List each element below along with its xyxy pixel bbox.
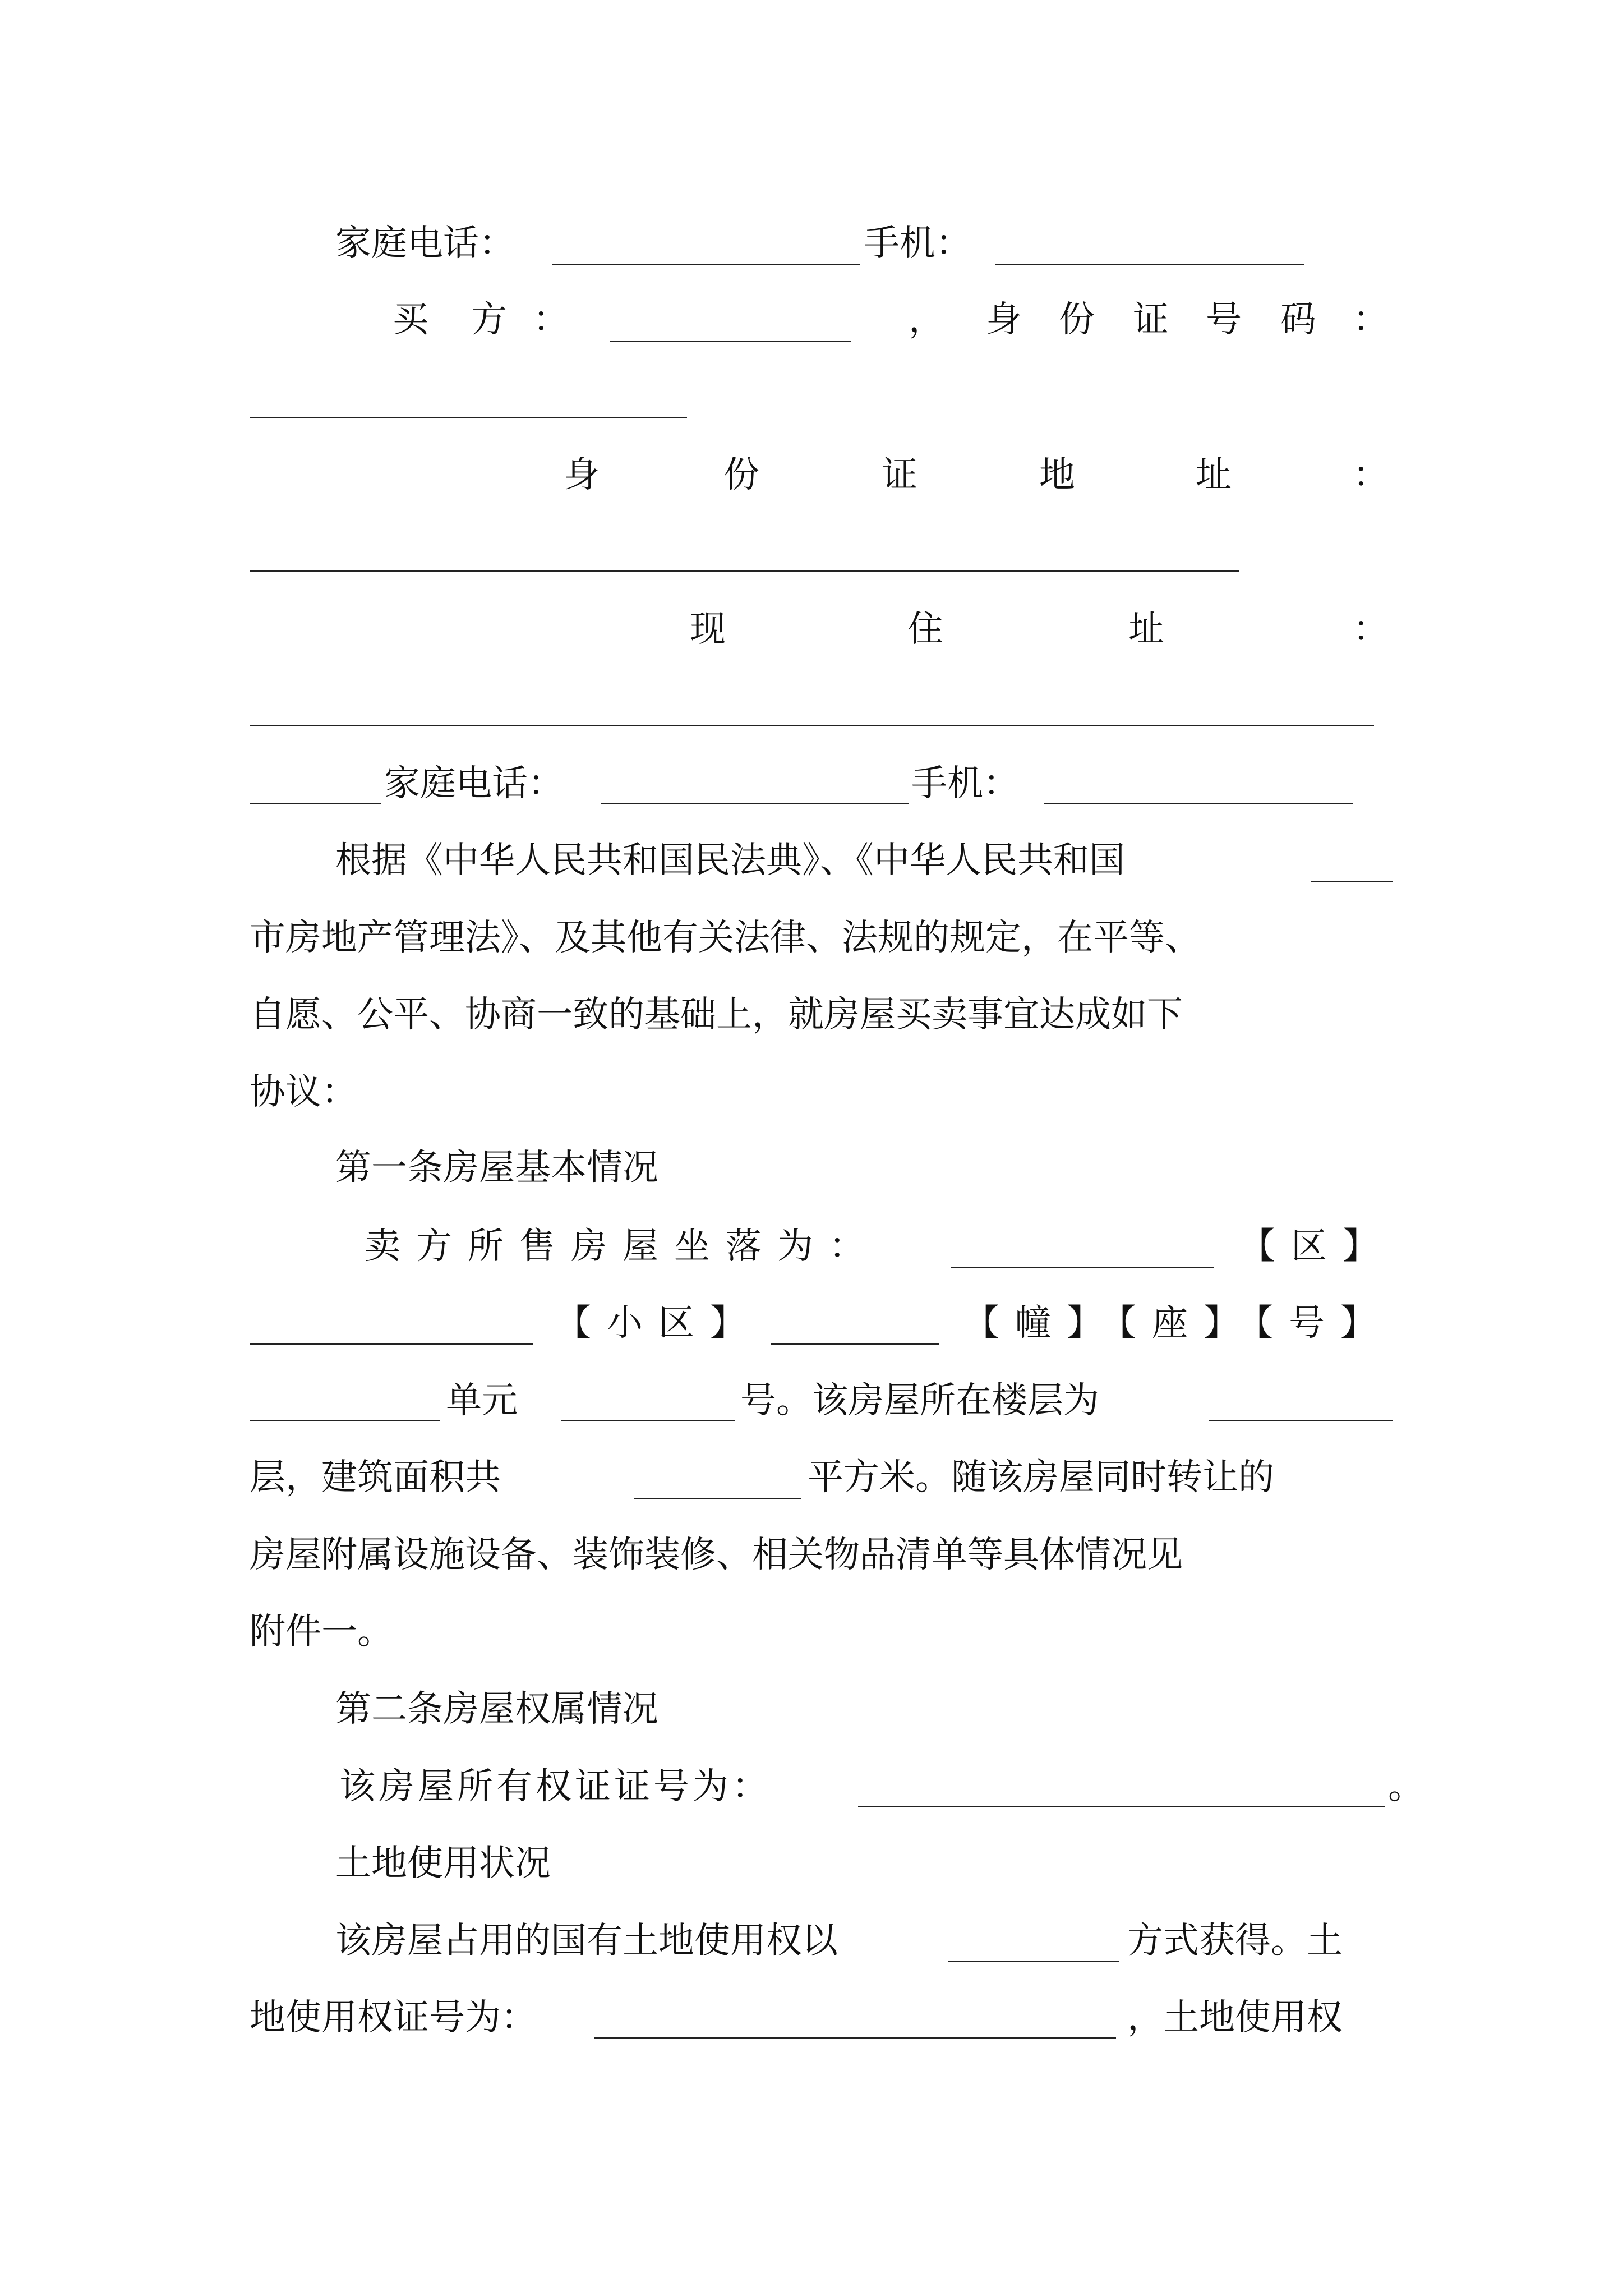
community-name-blank[interactable] (771, 1343, 939, 1345)
unit-label: 单元 (446, 1380, 518, 1421)
building-number-blank[interactable] (250, 1420, 440, 1421)
buyer-name-blank[interactable] (610, 341, 851, 342)
land-use-title: 土地使用状况 (335, 1843, 551, 1884)
buyer-id-address-char: 份 (723, 454, 759, 496)
buyer-label-char: ： (533, 299, 569, 341)
location-blank[interactable] (951, 1267, 1214, 1268)
land-cert-suffix: ，土地使用权 (1127, 1997, 1343, 2039)
buyer-home-phone-label: 家庭电话： (384, 763, 564, 804)
buyer-current-address-char: ： (1353, 609, 1389, 650)
article-2-title: 第二条房屋权属情况 (335, 1688, 658, 1730)
buyer-id-label-char: 份 (1059, 299, 1095, 341)
buyer-id-label-char: 证 (1133, 299, 1169, 341)
buyer-current-address-char: 址 (1128, 609, 1164, 650)
unit-number-blank[interactable] (561, 1420, 735, 1421)
district-bracket: 【区】 (1239, 1226, 1394, 1267)
house-location-label: 卖方所售房屋坐落为： (365, 1226, 880, 1267)
buyer-id-address-char: 地 (1039, 454, 1075, 496)
buyer-home-phone-blank[interactable] (601, 803, 909, 804)
buyer-address-continuation-blank[interactable] (250, 803, 381, 804)
buyer-id-label-char: 号 (1206, 299, 1242, 341)
building-bracket: 【幢】【座】【号】 (963, 1303, 1392, 1344)
article-1-line-6: 附件一。 (250, 1611, 393, 1653)
preamble-line-2: 市房地产管理法》、及其他有关法律、法规的规定，在平等、 (250, 917, 1201, 959)
floor-label: 号。该房屋所在楼层为 (740, 1380, 1099, 1421)
land-acquisition-label: 该房屋占用的国有土地使用权以 (335, 1920, 838, 1962)
buyer-current-address-char: 住 (907, 609, 943, 650)
seller-home-phone-blank[interactable] (552, 264, 860, 265)
buyer-id-address-blank[interactable] (250, 570, 1239, 572)
buyer-id-address-char: 址 (1196, 454, 1232, 496)
seller-mobile-blank[interactable] (995, 264, 1304, 265)
buyer-id-label-char: ： (1353, 299, 1389, 341)
preamble-line-4: 协议： (250, 1071, 357, 1113)
city-blank[interactable] (1311, 881, 1393, 882)
buyer-id-address-char: 身 (564, 454, 600, 496)
buyer-comma: ， (909, 299, 944, 341)
buyer-current-address-char: 现 (690, 609, 726, 650)
floor-blank[interactable] (1209, 1420, 1393, 1421)
land-cert-blank[interactable] (594, 2037, 1116, 2039)
buyer-id-label-char: 身 (986, 299, 1022, 341)
area-label: 层，建筑面积共 (250, 1457, 501, 1498)
buyer-mobile-label: 手机： (911, 763, 1019, 804)
buyer-id-address-char: 证 (882, 454, 917, 496)
seller-home-phone-label: 家庭电话： (335, 223, 515, 264)
acquisition-method-blank[interactable] (948, 1961, 1119, 1962)
ownership-cert-label: 该房屋所有权证证号为： (339, 1766, 771, 1807)
preamble-line-3: 自愿、公平、协商一致的基础上，就房屋买卖事宜达成如下 (250, 994, 1183, 1036)
ownership-cert-blank[interactable] (858, 1806, 1385, 1807)
land-cert-label: 地使用权证号为： (250, 1997, 537, 2039)
seller-mobile-label: 手机： (864, 223, 971, 264)
sqm-text: 平方米。随该房屋同时转让的 (808, 1457, 1274, 1498)
buyer-current-address-blank[interactable] (250, 725, 1374, 726)
land-acquisition-suffix: 方式获得。土 (1127, 1920, 1343, 1962)
buyer-mobile-blank[interactable] (1044, 803, 1353, 804)
article-1-line-5: 房屋附属设施设备、装饰装修、相关物品清单等具体情况见 (250, 1534, 1183, 1576)
article-1-title: 第一条房屋基本情况 (335, 1147, 658, 1189)
buyer-id-blank[interactable] (250, 417, 687, 418)
buyer-label-char: 方 (471, 299, 507, 341)
area-blank[interactable] (634, 1498, 801, 1499)
cert-period: 。 (1388, 1766, 1424, 1807)
preamble-line-1: 根据《中华人民共和国民法典》、《中华人民共和国 (335, 840, 1125, 881)
buyer-id-address-char: ： (1353, 454, 1389, 496)
community-bracket: 【小区】 (555, 1303, 762, 1344)
buyer-id-label-char: 码 (1280, 299, 1316, 341)
district-name-blank[interactable] (250, 1343, 533, 1345)
buyer-label-char: 买 (393, 299, 428, 341)
